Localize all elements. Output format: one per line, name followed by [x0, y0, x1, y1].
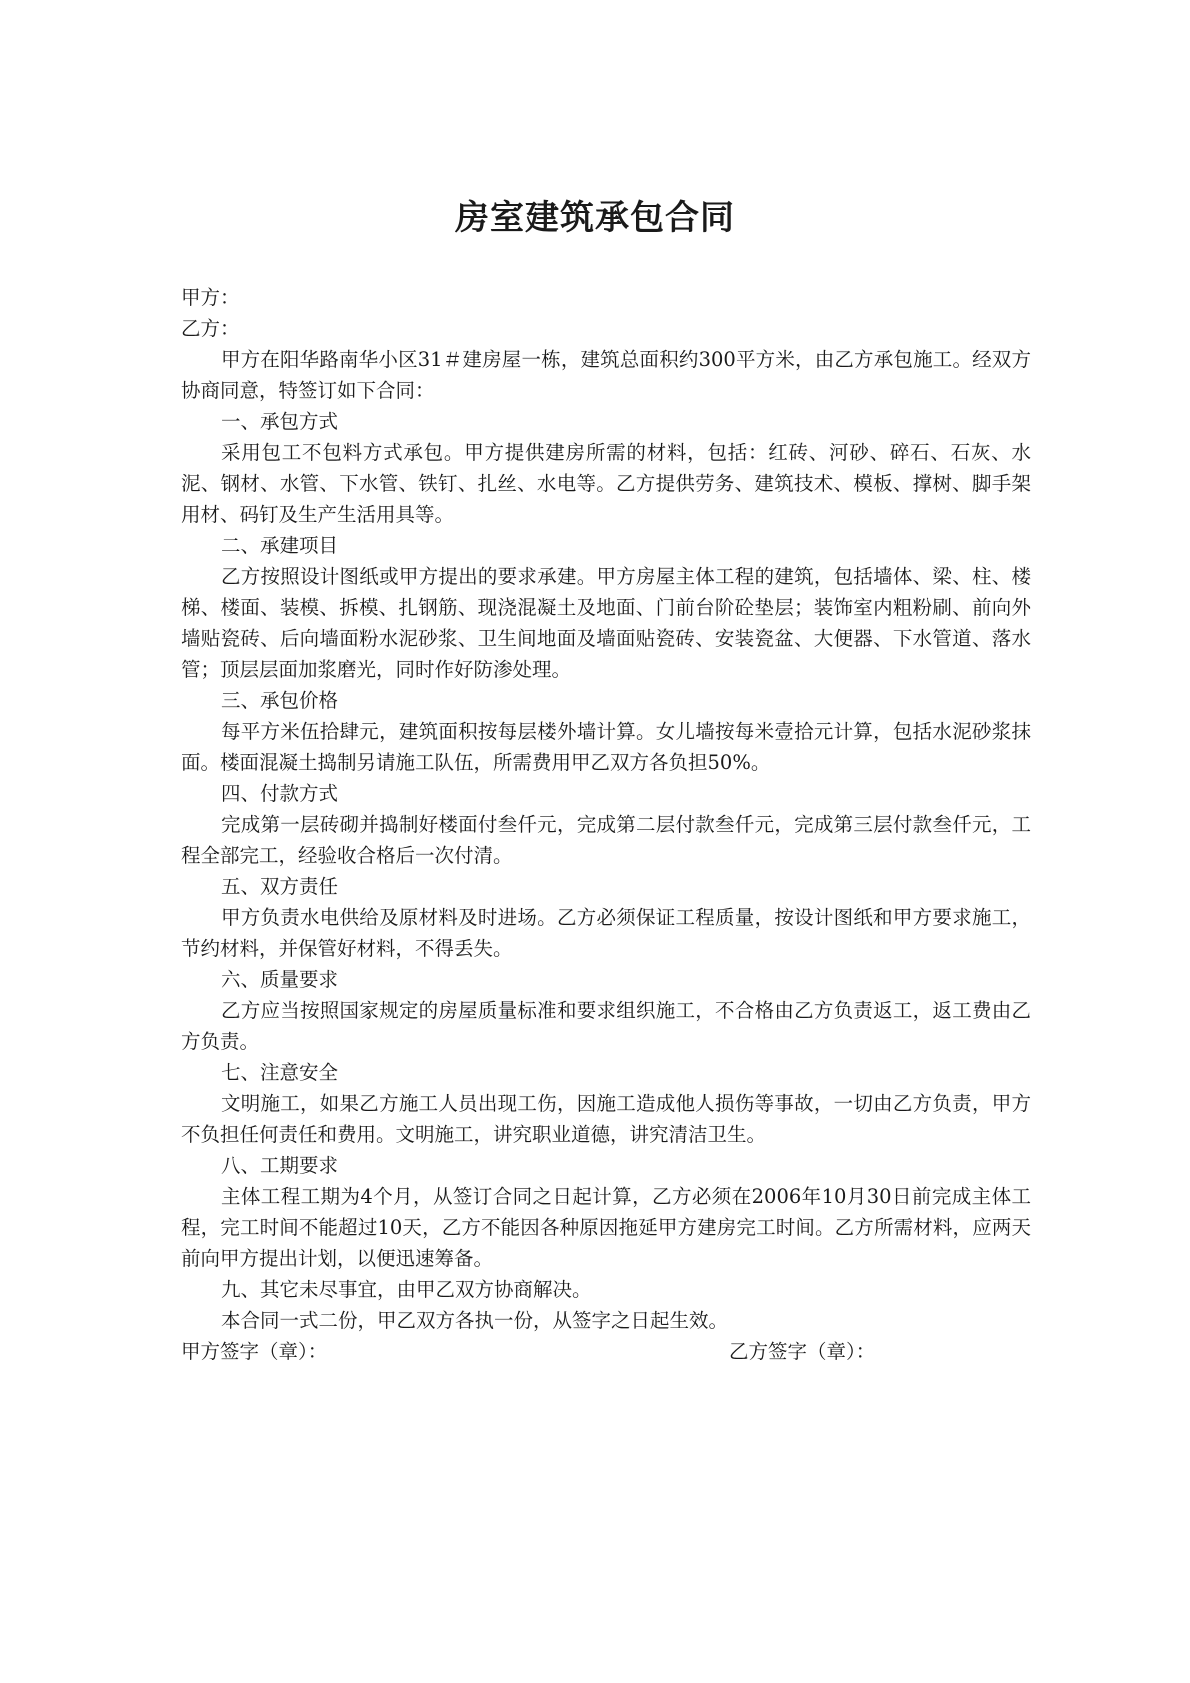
section-text-1: 采用包工不包料方式承包。甲方提供建房所需的材料，包括：红砖、河砂、碎石、石灰、水泥、钢材、水管、下水管、铁钉、扎丝、水电等。乙方提供劳务、建筑技术、模板、撑树、脚手架用材、码钉及生产生活用具等。 [181, 441, 1031, 526]
section-text-3: 每平方米伍拾肆元，建筑面积按每层楼外墙计算。女儿墙按每米壹拾元计算，包括水泥砂浆抹面。楼面混凝土捣制另请施工队伍，所需费用甲乙双方各负担50%。 [181, 720, 1031, 774]
section-heading-6: 六、质量要求 [220, 968, 338, 991]
party-a-label: 甲方： [181, 286, 240, 309]
signature-row [181, 1336, 1031, 1367]
section-heading-4: 四、付款方式 [220, 782, 338, 805]
section-text-6: 乙方应当按照国家规定的房屋质量标准和要求组织施工，不合格由乙方负责返工，返工费由乙方负责。 [181, 999, 1031, 1053]
document-body [181, 282, 1031, 1367]
section-heading-7: 七、注意安全 [220, 1061, 338, 1084]
section-text-2: 乙方按照设计图纸或甲方提出的要求承建。甲方房屋主体工程的建筑，包括墙体、梁、柱、楼梯、楼面、装模、拆模、扎钢筋、现浇混凝土及地面、门前台阶砼垫层；装饰室内粗粉刷、前向外墙贴瓷砖、后向墙面粉水泥砂浆、卫生间地面及墙面贴瓷砖、安装瓷盆、大便器、下水管道、落水管；顶层层面加浆磨光，同时作好防渗处理。 [181, 565, 1031, 681]
section-text-7: 文明施工，如果乙方施工人员出现工伤，因施工造成他人损伤等事故，一切由乙方负责，甲方不负担任何责任和费用。文明施工，讲究职业道德，讲究清洁卫生。 [181, 1092, 1031, 1146]
party-a-signature-label: 甲方签字（章）： [181, 1340, 328, 1363]
section-text-5: 甲方负责水电供给及原材料及时进场。乙方必须保证工程质量，按设计图纸和甲方要求施工，节约材料，并保管好材料，不得丢失。 [181, 906, 1031, 960]
section-heading-8: 八、工期要求 [220, 1154, 338, 1177]
clause-nine: 九、其它未尽事宜，由甲乙双方协商解决。 [220, 1278, 592, 1301]
section-text-4: 完成第一层砖砌并捣制好楼面付叁仟元，完成第二层付款叁仟元，完成第三层付款叁仟元，工程全部完工，经验收合格后一次付清。 [181, 813, 1031, 867]
section-heading-2: 二、承建项目 [220, 534, 338, 557]
section-heading-1: 一、承包方式 [220, 410, 338, 433]
party-b-label: 乙方： [181, 317, 240, 340]
section-text-8: 主体工程工期为4个月，从签订合同之日起计算，乙方必须在2006年10月30日前完成主体工程，完工时间不能超过10天，乙方不能因各种原因拖延甲方建房完工时间。乙方所需材料，应两天前向甲方提出计划，以便迅速筹备。 [181, 1185, 1031, 1270]
section-heading-5: 五、双方责任 [220, 875, 338, 898]
document-title: 房室建筑承包合同 [455, 198, 735, 238]
party-b-signature-label: 乙方签字（章）： [729, 1340, 876, 1363]
closing-statement: 本合同一式二份，甲乙双方各执一份，从签字之日起生效。 [220, 1309, 728, 1332]
intro-paragraph: 甲方在阳华路南华小区31＃建房屋一栋，建筑总面积约300平方米，由乙方承包施工。经双方协商同意，特签订如下合同： [181, 348, 1031, 402]
section-heading-3: 三、承包价格 [220, 689, 338, 712]
